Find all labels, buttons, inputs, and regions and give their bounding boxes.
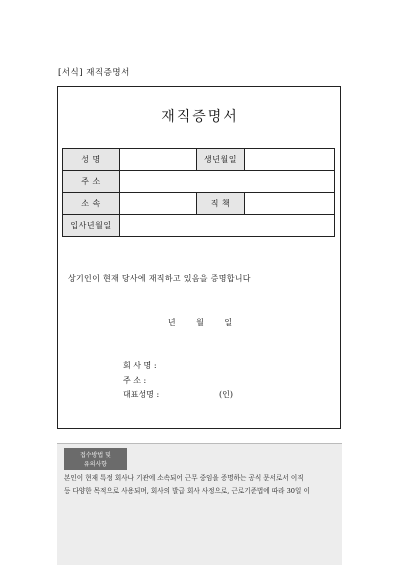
- company-name-row: [123, 359, 183, 374]
- certificate-title: 재직증명서: [161, 109, 239, 125]
- issue-date: [0, 317, 400, 328]
- position-field[interactable]: [245, 193, 335, 215]
- representative-row: [123, 388, 233, 403]
- notice-text: [64, 472, 338, 498]
- notice-tab: [64, 448, 127, 470]
- certificate-box: [57, 86, 341, 429]
- position-label: 직 책: [197, 193, 245, 215]
- birthdate-field[interactable]: [245, 149, 335, 171]
- company-address-row: [123, 374, 183, 389]
- notice-tab-line1: 접수방법 및: [80, 452, 111, 459]
- department-field[interactable]: [120, 193, 197, 215]
- table-row: [63, 171, 335, 193]
- notice-panel: [57, 443, 342, 565]
- date-month: 월: [196, 318, 204, 327]
- company-block: [123, 359, 233, 403]
- notice-line: 등 다양한 목적으로 사용되며, 회사의 발급 회사 사정으로, 근로기준법에 따라 30일 이: [64, 487, 310, 495]
- company-name-label: 회 사 명 :: [123, 361, 157, 370]
- table-row: [63, 215, 335, 237]
- date-day: 일: [224, 318, 233, 327]
- representative-label: 대표성명 :: [123, 390, 160, 399]
- birthdate-label: 생년월일: [197, 149, 245, 171]
- certification-statement: 상기인이 현재 당사에 재직하고 있음을 증명합니다: [68, 274, 251, 283]
- form-tag: [서식] 재직증명서: [58, 68, 130, 78]
- join-date-label: 입사년월일: [63, 215, 120, 237]
- date-year: 년: [167, 318, 176, 327]
- name-label: 성 명: [63, 149, 120, 171]
- address-label: 주 소: [63, 171, 120, 193]
- notice-line: 본인이 현재 특정 회사나 기관에 소속되어 근무 중임을 증명하는 공식 문서로서 이직: [64, 474, 304, 482]
- address-field[interactable]: [120, 171, 335, 193]
- department-label: 소 속: [63, 193, 120, 215]
- notice-tab-line2: 유의사항: [83, 461, 108, 468]
- table-row: [63, 193, 335, 215]
- name-field[interactable]: [120, 149, 197, 171]
- seal-mark: (인): [219, 390, 233, 399]
- join-date-field[interactable]: [120, 215, 335, 237]
- table-row: [63, 149, 335, 171]
- company-address-label: 주 소 :: [123, 375, 147, 385]
- info-table: [62, 148, 335, 237]
